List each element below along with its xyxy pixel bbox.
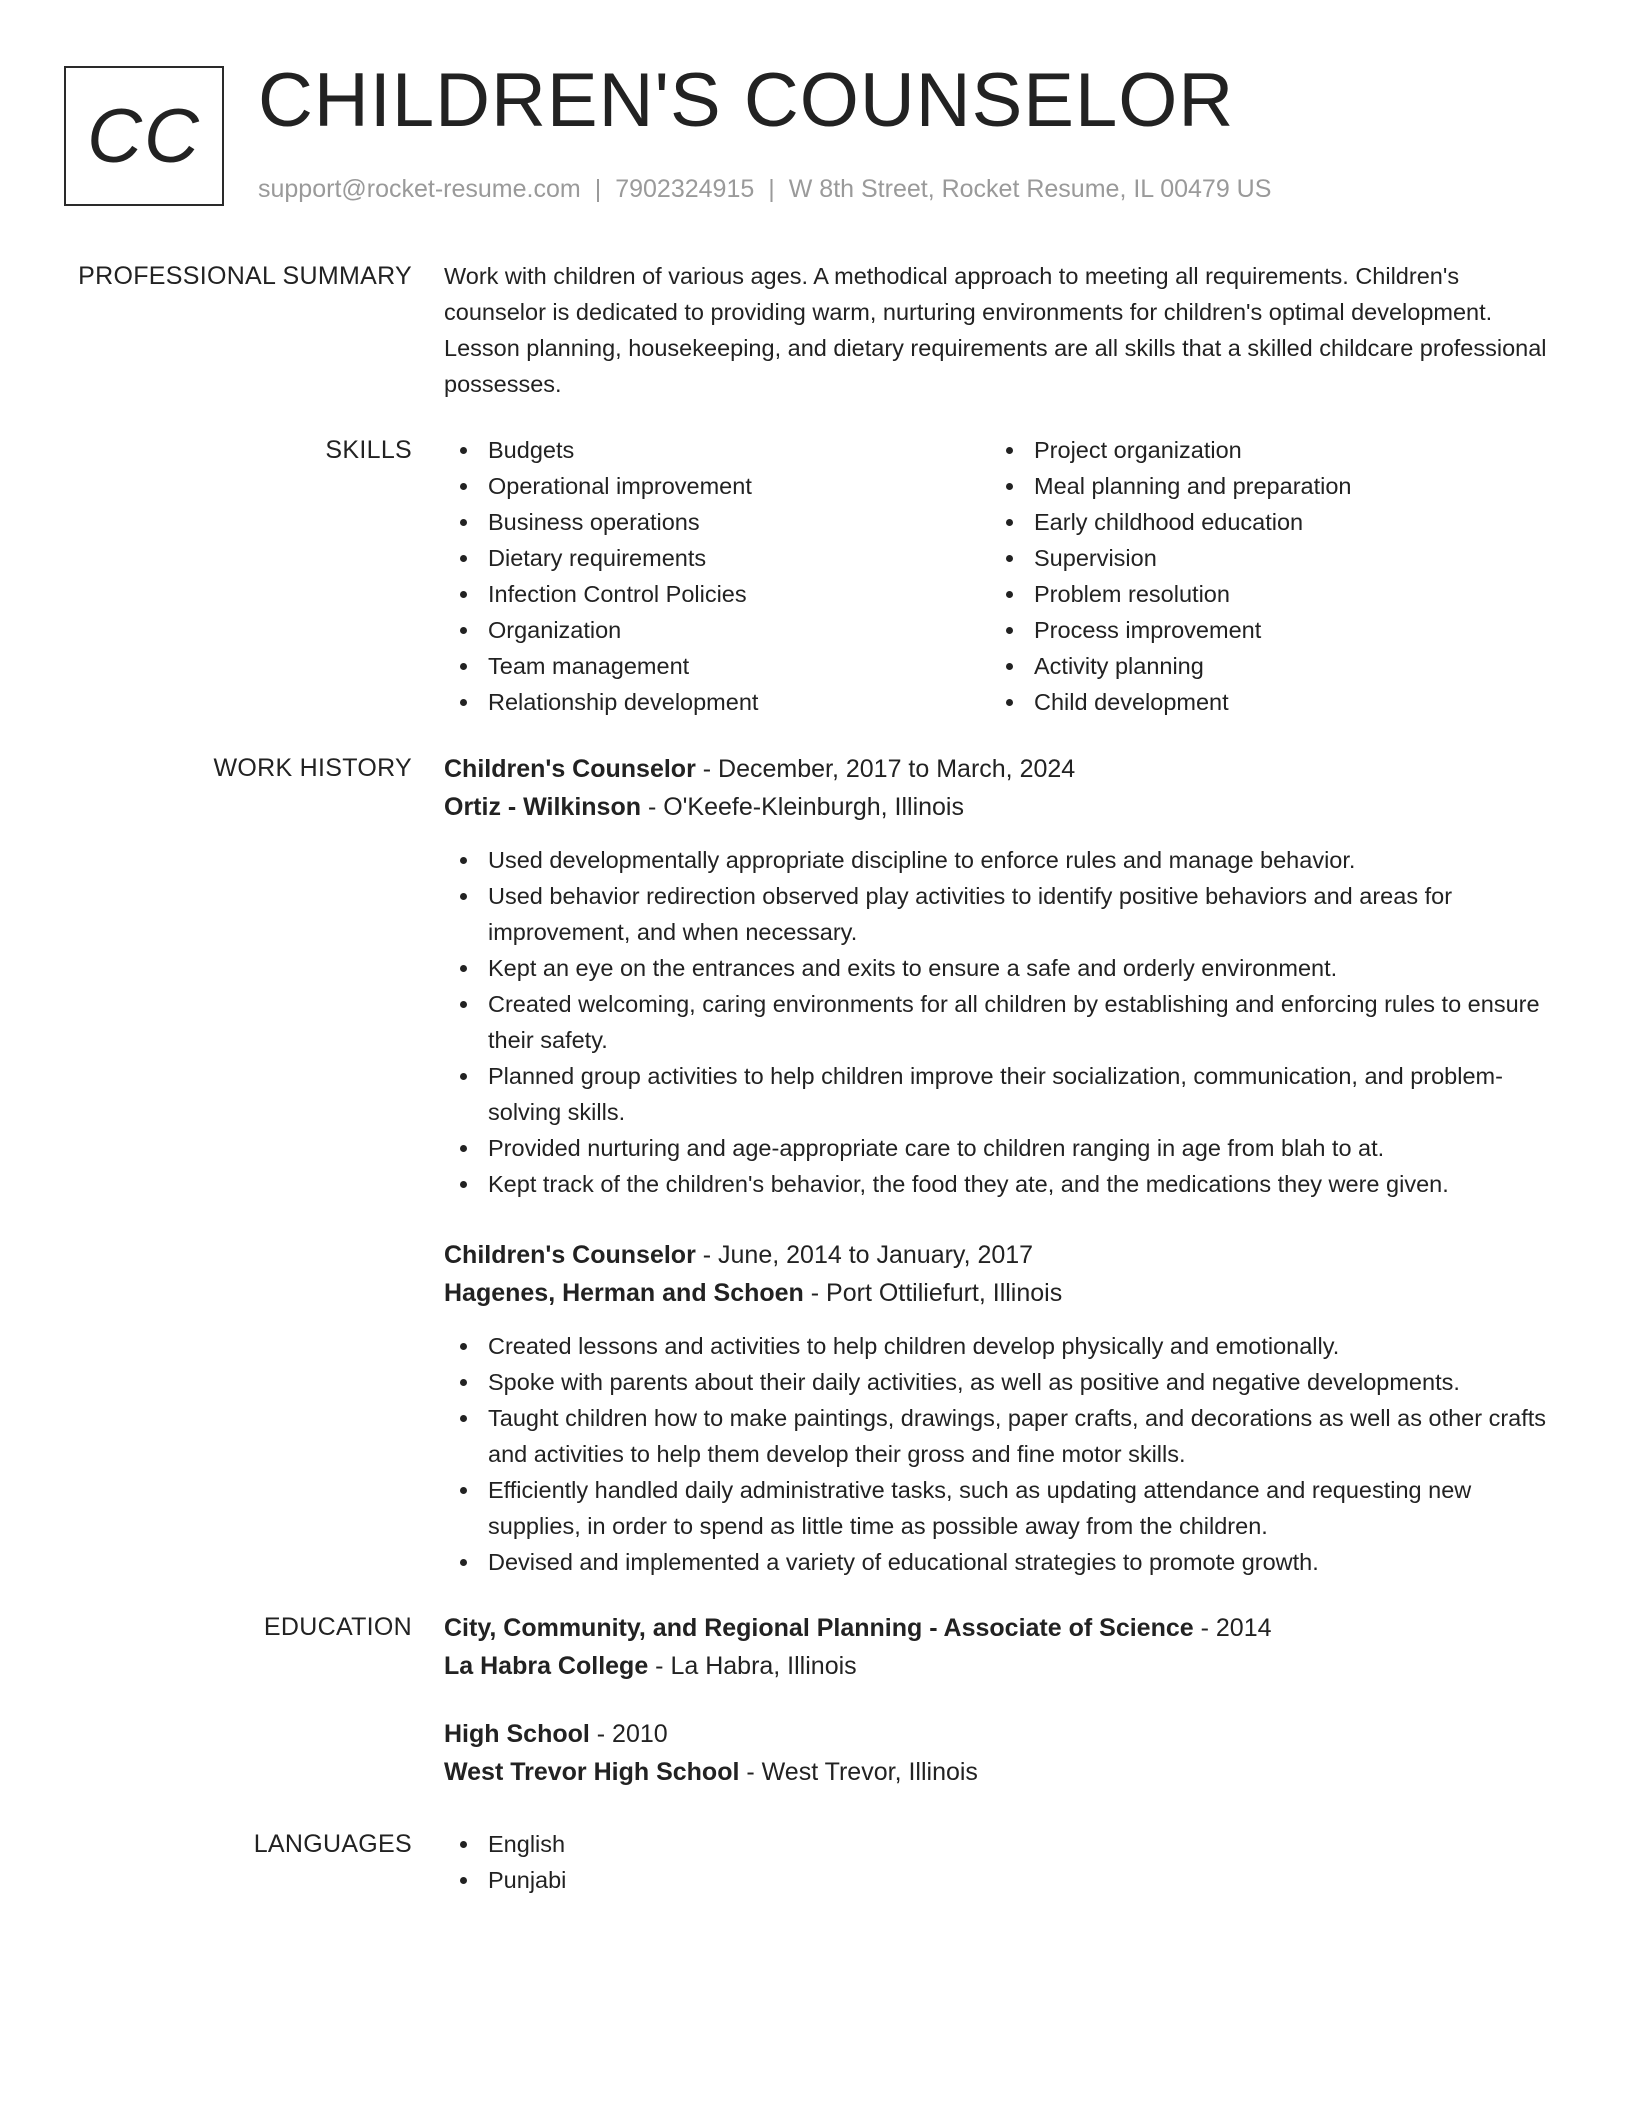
- job-title-line: [444, 1236, 1564, 1274]
- candidate-name: CHILDREN'S COUNSELOR: [258, 58, 1235, 143]
- languages-list: [444, 1826, 1564, 1898]
- skill-item: Operational improvement: [444, 468, 990, 504]
- skills-body: [444, 432, 1564, 720]
- job-bullet: Created welcoming, caring environments for all children by establishing and enforcing rules to ensure their safety.: [444, 986, 1564, 1058]
- contact-line: [258, 173, 1271, 205]
- summary-body: [444, 258, 1564, 402]
- education-entry: [444, 1715, 1564, 1791]
- skill-item: Child development: [990, 684, 1536, 720]
- contact-address: W 8th Street, Rocket Resume, IL 00479 US: [788, 175, 1272, 203]
- job-bullet: Provided nurturing and age-appropriate care to children ranging in age from blah to at.: [444, 1130, 1564, 1166]
- skill-item: Business operations: [444, 504, 990, 540]
- skill-item: Organization: [444, 612, 990, 648]
- education-school: La Habra College: [444, 1652, 649, 1680]
- education-location: - West Trevor, Illinois: [739, 1758, 978, 1786]
- job-org-line: [444, 788, 1564, 826]
- education-body: [444, 1609, 1564, 1791]
- education-entry: [444, 1609, 1564, 1685]
- skill-item: Dietary requirements: [444, 540, 990, 576]
- job-dates: - December, 2017 to March, 2024: [695, 755, 1076, 783]
- job-bullet: Created lessons and activities to help children develop physically and emotionally.: [444, 1328, 1564, 1364]
- contact-email: support@rocket-resume.com: [258, 175, 581, 203]
- job-org-line: [444, 1274, 1564, 1312]
- skill-item: Early childhood education: [990, 504, 1536, 540]
- education-location: - La Habra, Illinois: [648, 1652, 857, 1680]
- job-company: Hagenes, Herman and Schoen: [444, 1279, 804, 1307]
- job-title: Children's Counselor: [444, 1241, 696, 1269]
- section-heading-skills: SKILLS: [325, 436, 412, 464]
- job-bullet: Planned group activities to help children improve their socialization, communication, and problem-solving skills.: [444, 1058, 1564, 1130]
- contact-separator: |: [594, 175, 602, 203]
- languages-body: [444, 1826, 1564, 1898]
- job-location: - O'Keefe-Kleinburgh, Illinois: [641, 793, 964, 821]
- monogram-initials: CC: [87, 93, 201, 179]
- skill-item: Project organization: [990, 432, 1536, 468]
- job-bullet: Kept an eye on the entrances and exits to ensure a safe and orderly environment.: [444, 950, 1564, 986]
- job-bullet: Used developmentally appropriate discipline to enforce rules and manage behavior.: [444, 842, 1564, 878]
- section-heading-summary: PROFESSIONAL SUMMARY: [78, 262, 412, 290]
- skills-grid: [444, 432, 1564, 720]
- job-company: Ortiz - Wilkinson: [444, 793, 641, 821]
- job-bullets: [444, 842, 1564, 1202]
- job-bullet: Spoke with parents about their daily activities, as well as positive and negative developments.: [444, 1364, 1564, 1400]
- job-entry: [444, 1236, 1564, 1580]
- job-bullet: Taught children how to make paintings, drawings, paper crafts, and decorations as well as other crafts and activities to help them develop their gross and fine motor skills.: [444, 1400, 1564, 1472]
- education-school: West Trevor High School: [444, 1758, 740, 1786]
- skills-column-right: [990, 432, 1536, 720]
- job-bullet: Devised and implemented a variety of educational strategies to promote growth.: [444, 1544, 1564, 1580]
- job-title-line: [444, 750, 1564, 788]
- skill-item: Budgets: [444, 432, 990, 468]
- job-location: - Port Ottiliefurt, Illinois: [803, 1279, 1063, 1307]
- education-degree: High School: [444, 1720, 590, 1748]
- job-title: Children's Counselor: [444, 755, 696, 783]
- skill-item: Infection Control Policies: [444, 576, 990, 612]
- skill-item: Meal planning and preparation: [990, 468, 1536, 504]
- skill-item: Supervision: [990, 540, 1536, 576]
- work-history-body: [444, 750, 1564, 1580]
- section-heading-languages: LANGUAGES: [253, 1830, 412, 1858]
- skill-item: Relationship development: [444, 684, 990, 720]
- skills-column-left: [444, 432, 990, 720]
- education-school-line: [444, 1647, 1564, 1685]
- skill-item: Team management: [444, 648, 990, 684]
- skill-item: Activity planning: [990, 648, 1536, 684]
- education-degree: City, Community, and Regional Planning - Associate of Science: [444, 1614, 1194, 1642]
- section-heading-work-history: WORK HISTORY: [213, 754, 412, 782]
- education-degree-line: [444, 1609, 1564, 1647]
- education-degree-line: [444, 1715, 1564, 1753]
- language-item: Punjabi: [444, 1862, 1564, 1898]
- job-entry: [444, 750, 1564, 1202]
- skill-item: Problem resolution: [990, 576, 1536, 612]
- education-school-line: [444, 1753, 1564, 1791]
- section-heading-education: EDUCATION: [263, 1613, 412, 1641]
- job-bullet: Kept track of the children's behavior, the food they ate, and the medications they were given.: [444, 1166, 1564, 1202]
- education-year: - 2010: [589, 1720, 668, 1748]
- job-dates: - June, 2014 to January, 2017: [695, 1241, 1034, 1269]
- contact-separator: |: [768, 175, 775, 203]
- job-bullet: Used behavior redirection observed play activities to identify positive behaviors and areas for improvement, and when necessary.: [444, 878, 1564, 950]
- education-year: - 2014: [1193, 1614, 1272, 1642]
- language-item: English: [444, 1826, 1564, 1862]
- job-bullets: [444, 1328, 1564, 1580]
- job-bullet: Efficiently handled daily administrative tasks, such as updating attendance and requesting new supplies, in order to spend as little time as possible away from the children.: [444, 1472, 1564, 1544]
- contact-phone: 7902324915: [615, 175, 755, 203]
- skill-item: Process improvement: [990, 612, 1536, 648]
- summary-text: Work with children of various ages. A methodical approach to meeting all requirements. Children's counselor is dedicated to providing warm, nurturing environments for children's optimal development. Lesson planning, housekeeping, and dietary requirements are all skills that a skilled childcare professional possesses.: [444, 263, 1547, 397]
- monogram-box: [64, 66, 224, 206]
